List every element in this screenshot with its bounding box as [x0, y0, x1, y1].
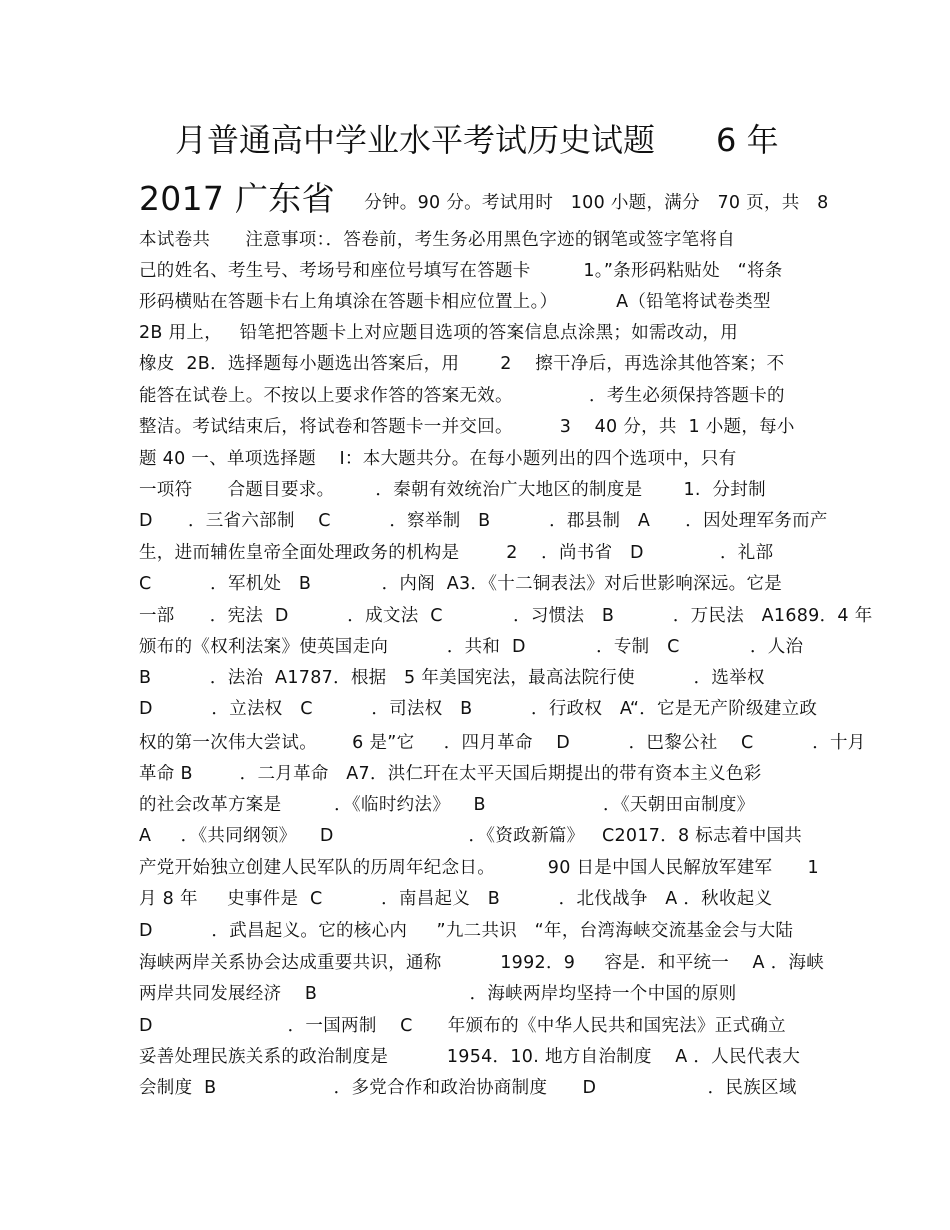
text-line: 妥善处理民族关系的政治制度是 1954．10. 地方自治制度 A ．人民代表大 — [139, 1047, 801, 1067]
text-line: D ．武昌起义。它的核心内 ”九二共识 “年，台湾海峡交流基金会与大陆 — [139, 921, 794, 941]
text-line: 会制度 B ．多党合作和政治协商制度 D ．民族区域 — [139, 1078, 797, 1098]
text-line: 颁布的《权利法案》使英国走向 ．共和 D ．专制 C ．人治 — [139, 637, 804, 657]
text-line: A ．《共同纲领》 D ．《资政新篇》 C2017．8 标志着中国共 — [139, 826, 803, 846]
year-province-heading: 2017 广东省 — [139, 179, 335, 218]
text-line: C ．军机处 B ．内阁 A3．《十二铜表法》对后世影响深远。它是 — [139, 574, 783, 594]
text-line: 革命 B ．二月革命 A7．洪仁玕在太平天国后期提出的带有资本主义色彩 — [139, 764, 762, 784]
text-line: 月 8 年 史事件是 C ．南昌起义 B ．北伐战争 A ．秋收起义 — [139, 889, 773, 909]
text-line: 两岸共同发展经济 B ．海峡两岸均坚持一个中国的原则 — [139, 984, 737, 1004]
text-line: 能答在试卷上。不按以上要求作答的答案无效。 ．考生必须保持答题卡的 — [139, 386, 785, 406]
text-line: D ．一国两制 C 年颁布的《中华人民共和国宪法》正式确立 — [139, 1016, 786, 1036]
text-line: D ．立法权 C ．司法权 B ．行政权 A“．它是无产阶级建立政 — [139, 699, 818, 719]
text-line: 题 40 一、单项选择题 Ⅰ：本大题共分。在每小题列出的四个选项中，只有 — [139, 449, 737, 469]
text-line: 海峡两岸关系协会达成重要共识，通称 1992．9 容是．和平统一 A ．海峡 — [139, 953, 825, 973]
text-line: B ．法治 A1787．根据 5 年美国宪法，最高法院行使 ．选举权 — [139, 668, 765, 688]
text-line: 的社会改革方案是 ．《临时约法》 B ．《天朝田亩制度》 — [139, 795, 755, 815]
exam-info-text: 分钟。90 分。考试用时 100 小题，满分 70 页，共 8 — [334, 193, 829, 213]
text-line: 生，进而辅佐皇帝全面处理政务的机构是 2 ．尚书省 D ．礼部 — [139, 543, 774, 563]
text-line: D ．三省六部制 C ．察举制 B ．郡县制 A ．因处理军务而产 — [139, 511, 828, 531]
text-line: 橡皮 2B．选择题每小题选出答案后，用 2 擦干净后，再选涂其他答案；不 — [139, 354, 785, 374]
text-line: 己的姓名、考生号、考场号和座位号填写在答题卡 1。”条形码粘贴处 “将条 — [139, 261, 783, 281]
text-line: 一项符 合题目要求。 ．秦朝有效统治广大地区的制度是 1. 分封制 — [139, 480, 766, 500]
text-line: 产党开始独立创建人民军队的历周年纪念日。 90 日是中国人民解放军建军 1 — [139, 858, 819, 878]
text-line: 一部 ．宪法 D ．成文法 C ．习惯法 B ．万民法 A1689．4 年 — [139, 606, 873, 626]
page-title: 月普通高中学业水平考试历史试题 6 年 — [175, 121, 779, 159]
text-line: 权的第一次伟大尝试。 6 是”它 ．四月革命 D ．巴黎公社 C ．十月 — [139, 733, 866, 753]
text-line: 形码横贴在答题卡右上角填涂在答题卡相应位置上。） A（铅笔将试卷类型 — [139, 292, 771, 312]
text-line: 整洁。考试结束后，将试卷和答题卡一并交回。 3 40 分，共 1 小题，每小 — [139, 417, 795, 437]
text-line: 2B 用上， 铅笔把答题卡上对应题目选项的答案信息点涂黑；如需改动，用 — [139, 323, 738, 343]
subtitle-line — [139, 177, 829, 225]
text-line: 本试卷共 注意事项：．答卷前，考生务必用黑色字迹的钢笔或签字笔将自 — [139, 230, 736, 250]
